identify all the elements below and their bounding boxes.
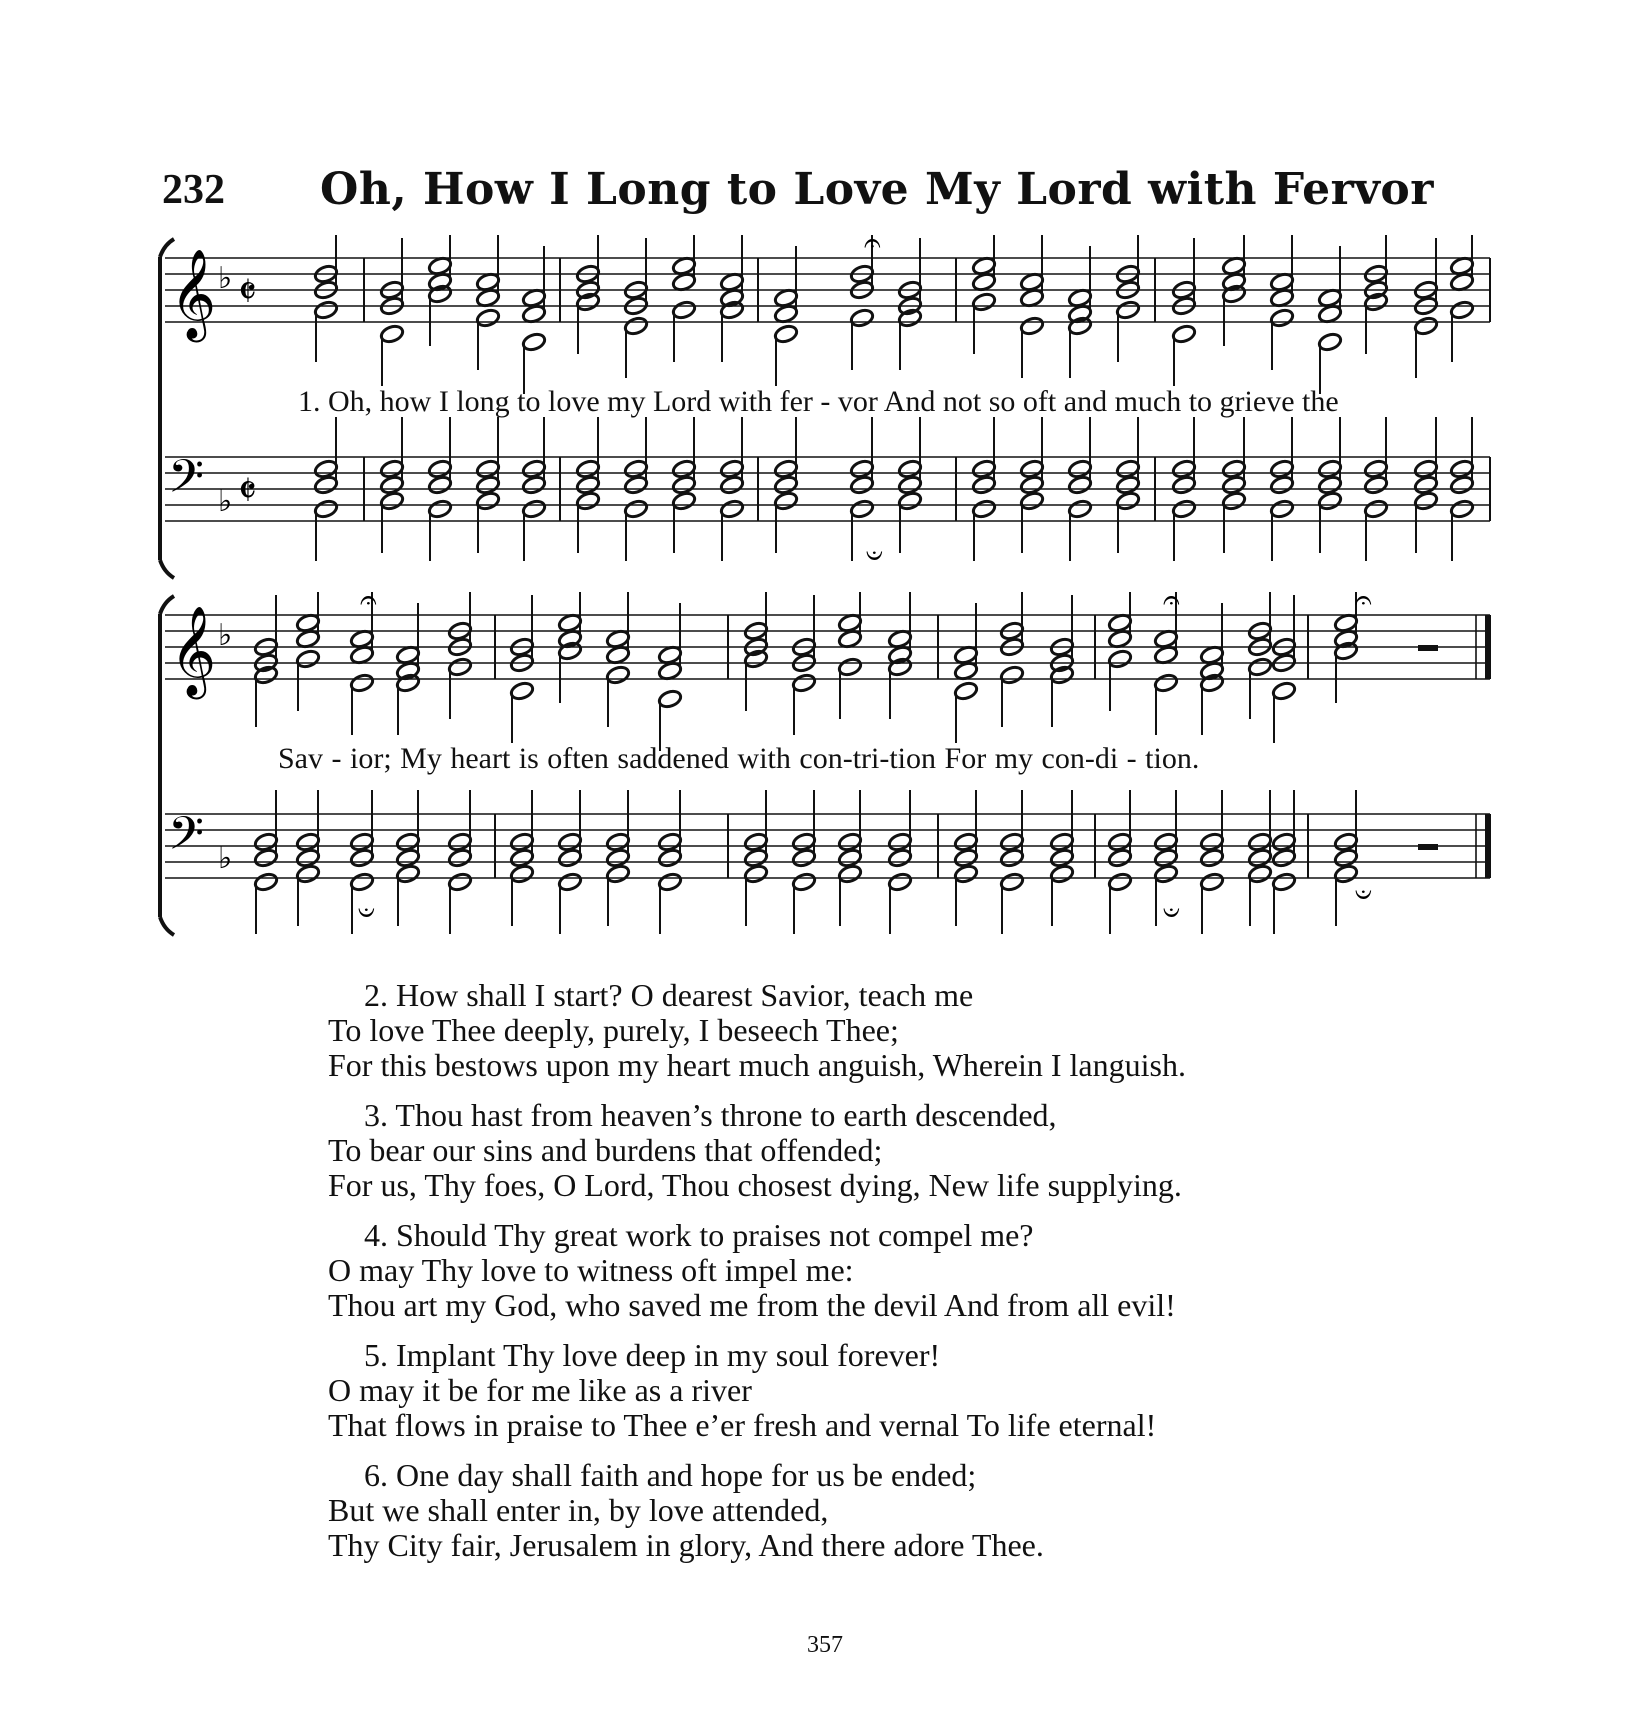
stanza-line: 5. Implant Thy love deep in my soul forever! xyxy=(364,1337,941,1373)
svg-text:𝄢: 𝄢 xyxy=(168,807,205,872)
lyric-line-2: Sav - ior; My heart is often saddened with con-tri-tion For my con-di - tion. xyxy=(278,742,1200,775)
stanza-line: Thy City fair, Jerusalem in glory, And there adore Thee. xyxy=(328,1527,1044,1563)
stanza-line: For this bestows upon my heart much anguish, Wherein I languish. xyxy=(328,1047,1186,1083)
stanza-6 xyxy=(328,1458,1528,1563)
music-system-2 xyxy=(150,592,1510,967)
stanza-line: O may it be for me like as a river xyxy=(328,1372,752,1408)
stanza-line: 2. How shall I start? O dearest Savior, teach me xyxy=(364,977,974,1013)
stanza-line: Thou art my God, who saved me from the devil And from all evil! xyxy=(328,1287,1176,1323)
svg-text:𝄐: 𝄐 xyxy=(360,592,377,618)
svg-text:𝄐: 𝄐 xyxy=(864,235,881,261)
svg-text:𝄑: 𝄑 xyxy=(1355,877,1372,912)
svg-text:♭: ♭ xyxy=(218,618,233,653)
svg-text:𝄞: 𝄞 xyxy=(170,249,217,339)
page-number: 357 xyxy=(807,1632,843,1658)
svg-text:𝄞: 𝄞 xyxy=(170,606,217,696)
stanza-4 xyxy=(328,1218,1528,1323)
hymn-number: 232 xyxy=(162,167,225,213)
svg-text:𝄐: 𝄐 xyxy=(1355,592,1372,618)
stanza-line: That flows in praise to Thee e’er fresh and vernal To life eternal! xyxy=(328,1407,1157,1443)
svg-text:♭: ♭ xyxy=(218,261,233,296)
stanza-line: O may Thy love to witness oft impel me: xyxy=(328,1252,854,1288)
music-system-1 xyxy=(150,235,1510,580)
svg-text:𝄑: 𝄑 xyxy=(1163,895,1180,930)
svg-text:𝄢: 𝄢 xyxy=(168,450,205,515)
svg-text:𝄵: 𝄵 xyxy=(238,466,257,515)
svg-text:♭: ♭ xyxy=(218,841,233,876)
stanza-line: To love Thee deeply, purely, I beseech Thee; xyxy=(328,1012,899,1048)
stanza-line: 4. Should Thy great work to praises not compel me? xyxy=(364,1217,1034,1253)
verses xyxy=(328,978,1528,1578)
svg-text:𝄐: 𝄐 xyxy=(1163,592,1180,618)
stanza-line: 3. Thou hast from heaven’s throne to earth descended, xyxy=(364,1097,1057,1133)
lyric-line-1: 1. Oh, how I long to love my Lord with fer - vor And not so oft and much to grieve the xyxy=(298,385,1339,418)
stanza-line: For us, Thy foes, O Lord, Thou chosest dying, New life supplying. xyxy=(328,1167,1182,1203)
stanza-line: 6. One day shall faith and hope for us be ended; xyxy=(364,1457,977,1493)
hymn-title: Oh, How I Long to Love My Lord with Fervor xyxy=(320,164,1434,215)
svg-text:♭: ♭ xyxy=(218,484,233,519)
staff-notation-2 xyxy=(150,592,1510,967)
stanza-3 xyxy=(328,1098,1528,1203)
stanza-line: To bear our sins and burdens that offended; xyxy=(328,1132,883,1168)
svg-text:𝄑: 𝄑 xyxy=(358,895,375,930)
stanza-line: But we shall enter in, by love attended, xyxy=(328,1492,829,1528)
svg-text:𝄑: 𝄑 xyxy=(866,538,883,573)
stanza-5 xyxy=(328,1338,1528,1443)
svg-text:𝄵: 𝄵 xyxy=(238,267,257,316)
stanza-2 xyxy=(328,978,1528,1083)
staff-notation-1 xyxy=(150,235,1510,580)
